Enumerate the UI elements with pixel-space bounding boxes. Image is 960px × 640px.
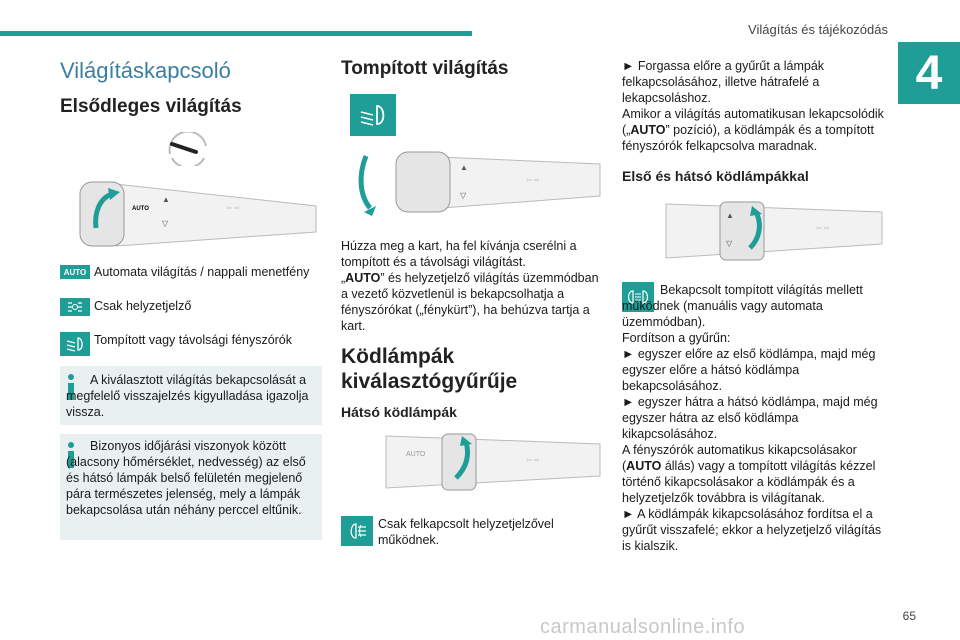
- heading-fog-ring: Ködlámpák kiválasztógyűrűje: [341, 345, 518, 393]
- auto-icon: AUTO: [60, 265, 90, 279]
- lighting-stalk-illustration: [76, 176, 321, 252]
- svg-text:▽: ▽: [460, 191, 467, 200]
- header-bar: [0, 31, 472, 36]
- heading-primary-lighting: Elsődleges világítás: [60, 96, 242, 117]
- svg-text:▲: ▲: [460, 163, 468, 172]
- subheading-front-rear-fog: Első és hátsó ködlámpákkal: [622, 168, 809, 184]
- info-box-text: A kiválasztott világítás bekapcsolását a megfelelő visszajelzés kigyulladása igazolja vissza.: [66, 373, 309, 419]
- svg-text:⇦ ⇨: ⇦ ⇨: [526, 457, 540, 464]
- paragraph-ring-rotate: ► Forgassa előre a gyűrűt a lámpák felkapcsolásához, illetve hátrafelé a lekapcsoláshoz.: [622, 59, 825, 105]
- svg-text:AUTO: AUTO: [406, 451, 426, 458]
- paragraph-fog-off: ► A ködlámpák kikapcsolásához fordítsa el a gyűrűt visszafelé; ekkor a helyzetjelző világítás is kialszik.: [622, 507, 882, 553]
- paragraph-auto-off: Amikor a világítás automatikusan lekapcsolódik („AUTO” pozíció), a ködlámpák és a tompított fényszórók felkapcsolva maradnak.: [622, 107, 884, 153]
- svg-text:⇦ ⇨: ⇦ ⇨: [816, 225, 830, 232]
- position-lights-icon: [60, 298, 90, 316]
- svg-text:AUTO: AUTO: [132, 206, 149, 212]
- paragraph-auto-flash: „AUTO” és helyzetjelző világítás üzemmódban a vezető közvetlenül is bekapcsolhatja a fényszórókat („fénykürt”), ha behúzva tartja a kart.: [341, 271, 599, 333]
- chapter-title: Világítás és tájékozódás: [748, 22, 888, 37]
- front-rear-fog-ring-illustration: [646, 196, 884, 266]
- paragraph-turn-ring: Fordítson a gyűrűn:: [622, 331, 731, 345]
- svg-text:▽: ▽: [162, 219, 169, 228]
- info-box-text: Bizonyos időjárási viszonyok között (alacsony hőmérséklet, nedvesség) az első és hátsó lámpák belső felületén megjelenő pára természetes jelenség, mely a lámpák bekapcsolása után néhány perccel eltűnik.: [66, 439, 306, 517]
- svg-text:▽: ▽: [726, 239, 733, 248]
- legend-headlights: Tompított vagy távolsági fényszórók: [94, 333, 293, 347]
- paragraph-backward-off: ► egyszer hátra a hátsó ködlámpa, majd még egyszer hátra az első ködlámpa kikapcsolásához.: [622, 395, 878, 441]
- steering-wheel-icon: [164, 132, 212, 166]
- paragraph-auto-fog: A fényszórók automatikus kikapcsolásakor (AUTO állás) vagy a tompított világítás kézzel történő kikapcsolásakor a ködlámpák és a helyzetjelzők továbbra is világítanak.: [622, 443, 876, 505]
- subheading-rear-fog: Hátsó ködlámpák: [341, 404, 457, 420]
- info-box-condensation: [60, 434, 322, 540]
- dipped-beam-stalk-illustration: [356, 146, 602, 218]
- chapter-number-badge: 4: [898, 42, 960, 104]
- legend-position: Csak helyzetjelző: [94, 299, 192, 313]
- info-box-indicator: [60, 366, 322, 425]
- legend-front-rear-fog: Bekapcsolt tompított világítás mellett működnek (manuális vagy automata üzemmódban).: [622, 283, 863, 329]
- dipped-beam-icon: [350, 94, 396, 136]
- svg-text:⇦ ⇨: ⇦ ⇨: [526, 177, 540, 184]
- section-title: Világításkapcsoló: [60, 58, 231, 83]
- paragraph-forward-on: ► egyszer előre az első ködlámpa, majd még egyszer előre a hátsó ködlámpa bekapcsolásához.: [622, 347, 876, 393]
- svg-text:⇦ ⇨: ⇦ ⇨: [226, 205, 240, 212]
- legend-rear-fog: Csak felkapcsolt helyzetjelzővel működnek.: [378, 517, 554, 547]
- paragraph-flash: Húzza meg a kart, ha fel kívánja cserélni a tompított és a távolsági világítást.: [341, 239, 577, 269]
- headlights-icon: [60, 332, 90, 356]
- svg-text:▲: ▲: [726, 211, 734, 220]
- rear-fog-icon: [341, 516, 373, 546]
- legend-auto: Automata világítás / nappali menetfény: [94, 265, 310, 279]
- watermark: carmanualsonline.info: [540, 616, 746, 638]
- rear-fog-ring-illustration: [366, 426, 602, 496]
- heading-dipped-beam: Tompított világítás: [341, 58, 509, 79]
- page-number: 65: [902, 609, 916, 623]
- svg-text:▲: ▲: [162, 195, 170, 204]
